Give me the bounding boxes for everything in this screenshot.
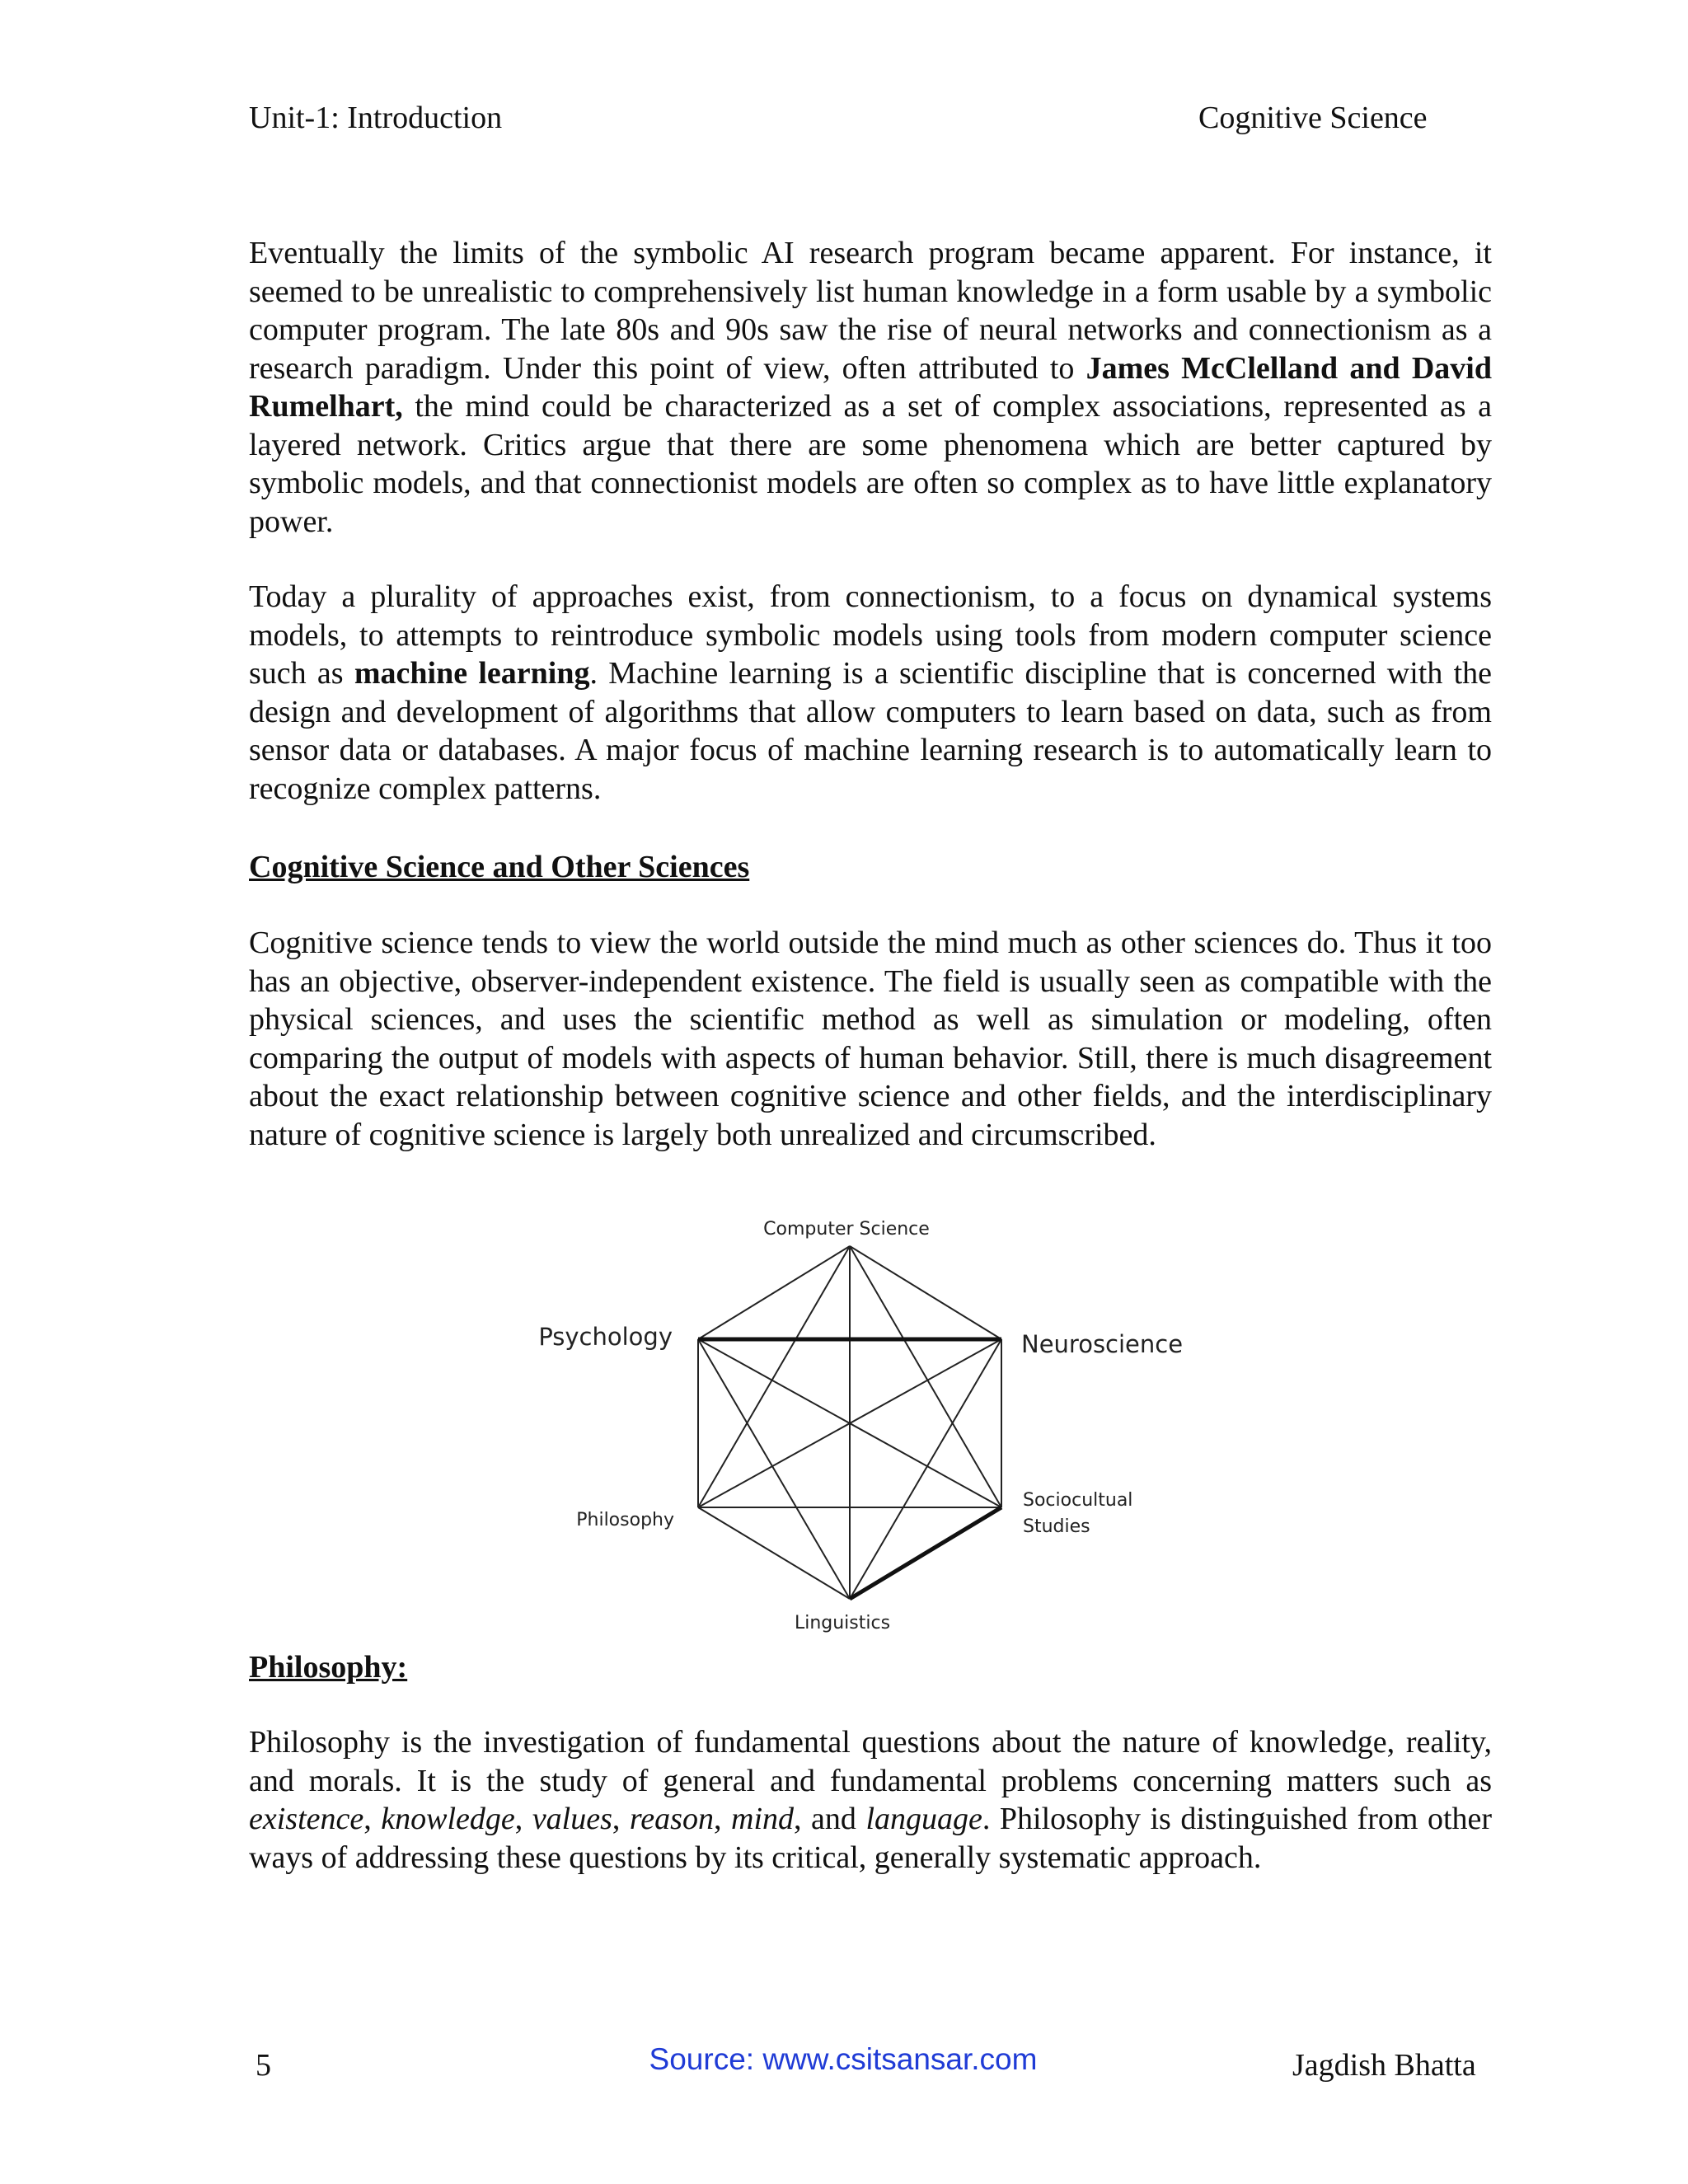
- diagram-edges: [698, 1246, 1001, 1599]
- node-linguistics: Linguistics: [794, 1613, 891, 1633]
- paragraph-plurality: [249, 578, 1492, 808]
- term-knowledge: knowledge: [381, 1802, 515, 1836]
- term-existence: existence: [249, 1802, 364, 1836]
- paragraph-symbolic-ai: [249, 234, 1492, 541]
- term-language: language: [865, 1802, 982, 1836]
- page-number: 5: [256, 2048, 271, 2083]
- separator: , and: [794, 1802, 866, 1836]
- node-sociocultural-line1: Sociocultual: [1023, 1490, 1133, 1511]
- paragraph-text: the mind could be characterized as a set of complex associations, represented as a layered network. Critics argue that there are some phenomena which are better captured by symbolic models, and that connectionist models are often so complex as to have little explanatory power.: [249, 389, 1492, 539]
- paragraph-text: Philosophy is the investigation of fundamental questions about the nature of knowledge, reality, and morals. It is the study of general and fundamental problems concerning matters such as: [249, 1725, 1492, 1798]
- term-mind: mind: [731, 1802, 794, 1836]
- paragraph-other-sciences: Cognitive science tends to view the world outside the mind much as other sciences do. Thus it too has an objective, observer-independent existence. The field is usually seen as compatible with the physical sciences, and uses the scientific method as well as simulation or modeling, often comparing the output of models with aspects of human behavior. Still, there is much disagreement about the exact relationship between cognitive science and other fields, and the interdisciplinary nature of cognitive science is largely both unrealized and circumscribed.: [249, 926, 1492, 1152]
- separator: ,: [363, 1802, 382, 1836]
- header-right: Cognitive Science: [1198, 101, 1428, 135]
- node-psychology: Psychology: [538, 1323, 673, 1351]
- source-link[interactable]: Source: www.csitsansar.com: [649, 2042, 1038, 2076]
- paragraph-text: . Machine learning is a scientific discipline that is concerned with the design and development of algorithms that allow computers to learn based on data, such as from sensor data or databases. A major focus of machine learning research is to automatically learn to recognize complex patterns.: [249, 656, 1493, 806]
- paragraph-philosophy: [249, 1723, 1492, 1877]
- header-left: Unit-1: Introduction: [249, 101, 503, 135]
- node-computer-science: Computer Science: [763, 1219, 930, 1240]
- footer-author: Jagdish Bhatta: [1292, 2048, 1476, 2083]
- node-sociocultural-line2: Studies: [1023, 1516, 1090, 1537]
- node-neuroscience: Neuroscience: [1021, 1330, 1184, 1358]
- bold-term: machine learning: [354, 656, 590, 691]
- term-reason: reason: [629, 1802, 714, 1836]
- section-heading-other-sciences: Cognitive Science and Other Sciences: [249, 850, 750, 884]
- term-values: values: [532, 1802, 612, 1836]
- paragraph-text: Eventually the limits of the symbolic AI research program became apparent. For instance, it seemed to be unrealistic to comprehensively list human knowledge in a form usable by a symbolic computer program. The late 80s and 90s saw the rise of neural networks and connectionism as a research paradigm. Under this point of view, often attributed to: [249, 236, 1492, 386]
- paragraph-text: . Philosophy is distinguished from other ways of addressing these questions by its critical, generally systematic approach.: [249, 1802, 1493, 1875]
- bold-names: James McClelland and David Rumelhart,: [249, 350, 1492, 424]
- node-philosophy: Philosophy: [576, 1510, 674, 1530]
- separator: ,: [514, 1802, 532, 1836]
- paragraph-text: Today a plurality of approaches exist, from connectionism, to a focus on dynamical systems models, to attempts to reintroduce symbolic models using tools from modern computer science such as: [249, 579, 1492, 691]
- separator: ,: [713, 1802, 731, 1836]
- separator: ,: [612, 1802, 630, 1836]
- section-heading-philosophy: Philosophy:: [249, 1650, 408, 1685]
- edge-sociocultural-linguistics: [850, 1507, 1001, 1599]
